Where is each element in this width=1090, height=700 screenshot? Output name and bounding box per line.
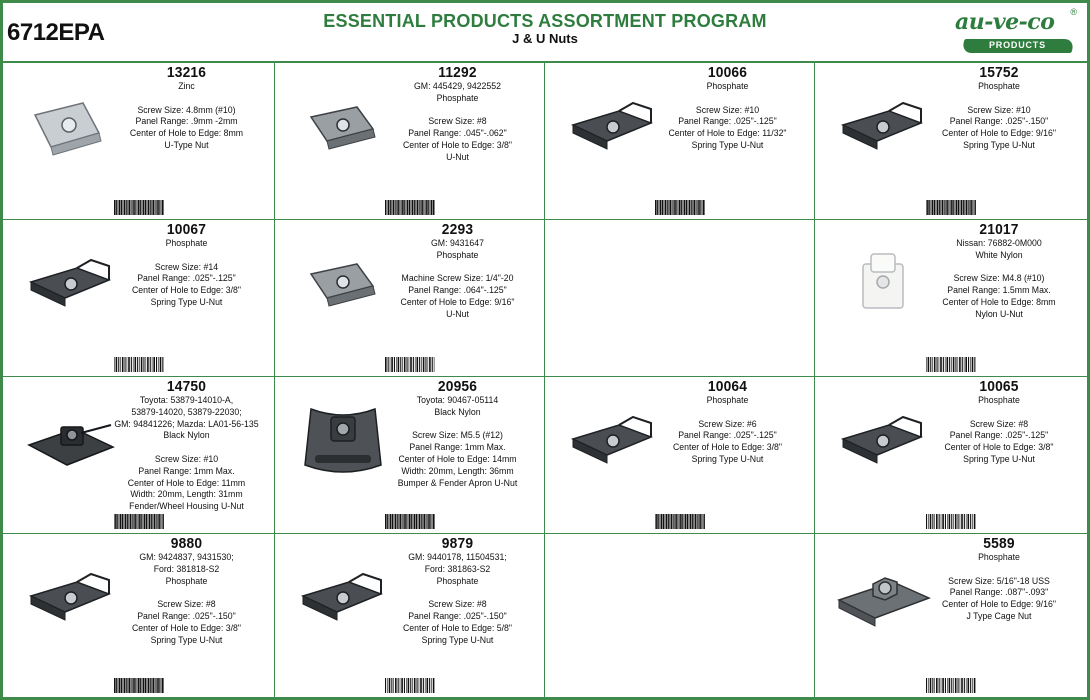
part-description: Phosphate xyxy=(706,81,749,92)
part-description: GM: 9424837, 9431530; xyxy=(139,552,234,563)
part-cell xyxy=(815,220,1087,377)
spacer xyxy=(382,419,534,431)
empty-cell xyxy=(545,220,815,377)
part-spec: Panel Range: .025"-.125" xyxy=(678,430,777,442)
spacer xyxy=(652,407,804,419)
part-number: 5589 xyxy=(983,535,1015,552)
fender-u-nut-icon xyxy=(21,399,121,479)
part-spec: Center of Hole to Edge: 14mm xyxy=(398,453,517,465)
part-spec: Spring Type U-Nut xyxy=(150,634,223,646)
barcode xyxy=(385,678,435,693)
part-spec: Center of Hole to Edge: 3/8" xyxy=(944,442,1054,454)
part-number: 2293 xyxy=(441,221,474,238)
part-spec: Center of Hole to Edge: 9/16" xyxy=(942,128,1056,140)
spring-u-nut-icon xyxy=(833,85,933,165)
zinc-u-nut-icon xyxy=(21,85,121,165)
part-description: Black Nylon xyxy=(434,406,481,418)
barcode xyxy=(926,514,976,529)
spacer xyxy=(922,564,1077,576)
spacer xyxy=(922,262,1077,274)
part-info xyxy=(652,65,804,152)
part-spec: Center of Hole to Edge: 5/8" xyxy=(402,622,513,634)
part-cell xyxy=(815,377,1087,534)
j-cage-nut-icon xyxy=(833,556,933,636)
spring-u-nut-icon xyxy=(833,399,933,479)
part-cell xyxy=(545,377,815,534)
part-spec: Screw Size: #8 xyxy=(969,418,1029,430)
part-description: GM: 445429, 9422552 xyxy=(414,81,501,92)
logo-wordmark: au-ve-co xyxy=(955,9,1055,35)
part-description: White Nylon xyxy=(975,249,1023,261)
part-spec: Center of Hole to Edge: 9/16" xyxy=(942,599,1056,611)
empty-cell xyxy=(545,534,815,697)
part-number: 13216 xyxy=(166,64,207,81)
part-spec: Panel Range: 1.5mm Max. xyxy=(947,285,1051,297)
nylon-u-nut-icon xyxy=(833,242,933,322)
part-spec: Panel Range: .025"-.125" xyxy=(678,116,777,128)
part-description: Black Nylon xyxy=(163,430,210,442)
spring-u-nut-icon xyxy=(563,399,663,479)
part-cell xyxy=(275,63,545,220)
part-spec: Panel Range: .025"-.150" xyxy=(408,610,507,622)
part-info xyxy=(922,222,1077,321)
part-spec: Center of Hole to Edge: 3/8" xyxy=(402,139,513,151)
part-spec: Screw Size: #8 xyxy=(428,116,487,128)
part-number: 10064 xyxy=(707,378,748,395)
u-nut-icon xyxy=(293,242,393,322)
part-description: Phosphate xyxy=(436,575,479,587)
part-number: 10065 xyxy=(979,378,1019,395)
part-description: Phosphate xyxy=(165,575,208,587)
part-spec: Center of Hole to Edge: 3/8" xyxy=(131,622,242,634)
bumper-u-nut-icon xyxy=(293,399,393,479)
barcode xyxy=(655,514,705,529)
part-cell xyxy=(545,63,815,220)
part-info xyxy=(922,536,1077,623)
part-description: Phosphate xyxy=(436,249,479,261)
part-spec: Screw Size: #6 xyxy=(698,418,757,430)
spacer xyxy=(382,262,534,274)
part-description: Phosphate xyxy=(165,238,208,249)
spring-u-nut-icon xyxy=(21,242,121,322)
part-number: 9879 xyxy=(441,535,474,552)
part-cell xyxy=(3,377,275,534)
part-spec: Panel Range: 1mm Max. xyxy=(138,465,235,477)
spacer xyxy=(110,442,264,454)
part-spec: Screw Size: M5.5 (#12) xyxy=(412,430,503,442)
part-info xyxy=(382,379,534,489)
barcode xyxy=(926,678,976,693)
part-spec: Width: 20mm, Length: 31mm xyxy=(130,489,243,501)
part-spec: U-Type Nut xyxy=(164,139,209,151)
u-nut-icon xyxy=(293,85,393,165)
part-number: 14750 xyxy=(166,378,207,395)
part-spec: Screw Size: #8 xyxy=(428,599,487,611)
part-spec: Center of Hole to Edge: 9/16" xyxy=(400,296,515,308)
part-spec: Panel Range: .025"-.150" xyxy=(949,116,1049,128)
barcode xyxy=(926,357,976,372)
part-info xyxy=(652,379,804,466)
part-spec: Fender/Wheel Housing U-Nut xyxy=(129,501,244,513)
part-cell xyxy=(3,63,275,220)
program-title: ESSENTIAL PRODUCTS ASSORTMENT PROGRAM xyxy=(323,11,767,31)
header xyxy=(3,3,1087,63)
part-spec: Spring Type U-Nut xyxy=(150,296,223,308)
part-spec: Spring Type U-Nut xyxy=(963,453,1035,465)
part-description: Ford: 381818-S2 xyxy=(153,563,220,575)
part-description: Toyota: 53879-14010-A, xyxy=(139,395,234,406)
spacer xyxy=(652,93,804,105)
part-spec: Screw Size: 4.8mm (#10) xyxy=(137,104,236,116)
barcode xyxy=(385,200,435,215)
logo-bar-text: PRODUCTS xyxy=(989,40,1046,50)
spacer xyxy=(922,93,1077,105)
parts-grid xyxy=(3,63,1087,697)
part-number: 21017 xyxy=(979,221,1019,238)
part-description: GM: 9440178, 11504531; xyxy=(408,552,507,563)
spacer xyxy=(382,105,534,117)
part-spec: Center of Hole to Edge: 11mm xyxy=(127,477,246,489)
part-spec: Panel Range: 1mm Max. xyxy=(409,442,506,454)
part-description: GM: 94841226; Mazda: LA01-56-135 xyxy=(114,418,259,430)
part-spec: Center of Hole to Edge: 8mm xyxy=(942,296,1056,308)
part-spec: U-Nut xyxy=(446,308,469,320)
part-number: 20956 xyxy=(437,378,478,395)
part-spec: U-Nut xyxy=(446,151,469,163)
part-spec: Screw Size: #10 xyxy=(967,104,1031,116)
part-cell xyxy=(3,220,275,377)
part-info xyxy=(382,536,534,646)
part-cell xyxy=(815,534,1087,697)
part-number: 10067 xyxy=(166,221,207,238)
barcode xyxy=(385,514,435,529)
part-description: Nissan: 76882-0M000 xyxy=(956,238,1042,249)
part-spec: Panel Range: .025"-.150" xyxy=(137,610,236,622)
part-info xyxy=(110,536,264,646)
part-spec: Spring Type U-Nut xyxy=(691,453,764,465)
part-spec: Screw Size: #10 xyxy=(695,104,760,116)
part-info xyxy=(110,379,264,513)
auveco-logo xyxy=(949,7,1079,57)
part-spec: Panel Range: .9mm -2mm xyxy=(135,116,238,128)
part-cell xyxy=(3,534,275,697)
part-spec: Center of Hole to Edge: 3/8" xyxy=(672,442,783,454)
part-spec: Spring Type U-Nut xyxy=(691,139,764,151)
spring-u-nut-icon xyxy=(21,556,121,636)
spacer xyxy=(922,407,1077,419)
part-cell xyxy=(275,377,545,534)
part-number: 9880 xyxy=(170,535,203,552)
part-spec: J Type Cage Nut xyxy=(966,610,1032,622)
barcode xyxy=(114,514,164,529)
part-description: Phosphate xyxy=(706,395,749,406)
barcode xyxy=(114,200,164,215)
part-spec: Screw Size: #14 xyxy=(154,261,219,273)
part-spec: Machine Screw Size: 1/4"-20 xyxy=(401,273,514,285)
part-info xyxy=(110,222,264,309)
barcode xyxy=(655,200,705,215)
part-spec: Screw Size: 5/16"-18 USS xyxy=(948,575,1050,587)
part-spec: Spring Type U-Nut xyxy=(963,139,1035,151)
spacer xyxy=(110,587,264,599)
part-description: 53879-14020, 53879-22030; xyxy=(131,406,242,418)
part-spec: Center of Hole to Edge: 3/8" xyxy=(131,285,242,297)
barcode xyxy=(114,357,164,372)
part-info xyxy=(382,65,534,164)
kit-id: 6712EPA xyxy=(7,19,105,46)
part-spec: Panel Range: .025"-.125" xyxy=(949,430,1049,442)
spring-u-nut-icon xyxy=(293,556,393,636)
barcode xyxy=(926,200,976,215)
part-spec: Bumper & Fender Apron U-Nut xyxy=(397,477,518,489)
part-spec: Screw Size: #10 xyxy=(154,453,219,465)
spacer xyxy=(382,587,534,599)
part-spec: Screw Size: M4.8 (#10) xyxy=(953,273,1045,285)
part-spec: Panel Range: .045"-.062" xyxy=(408,128,507,140)
part-description: Phosphate xyxy=(978,552,1020,563)
part-description: Ford: 381863-S2 xyxy=(424,563,491,575)
spacer xyxy=(110,93,264,105)
part-info xyxy=(922,379,1077,466)
part-spec: Screw Size: #8 xyxy=(157,599,216,611)
part-info xyxy=(382,222,534,321)
part-spec: Panel Range: .064"-.125" xyxy=(408,285,507,297)
part-number: 11292 xyxy=(438,64,477,81)
part-number: 10066 xyxy=(707,64,748,81)
part-description: Phosphate xyxy=(978,395,1020,406)
part-info xyxy=(922,65,1077,152)
program-subtitle: J & U Nuts xyxy=(512,31,578,46)
spacer xyxy=(110,250,264,262)
part-description: Phosphate xyxy=(978,81,1020,92)
part-description: Zinc xyxy=(178,81,195,92)
barcode xyxy=(385,357,435,372)
part-cell xyxy=(275,534,545,697)
part-spec: Width: 20mm, Length: 36mm xyxy=(401,465,514,477)
part-description: Toyota: 90467-05114 xyxy=(416,395,499,406)
part-spec: Nylon U-Nut xyxy=(975,308,1023,320)
part-info xyxy=(110,65,264,152)
part-cell xyxy=(815,63,1087,220)
part-spec: Spring Type U-Nut xyxy=(421,634,494,646)
part-number: 15752 xyxy=(979,64,1019,81)
registered-mark: ® xyxy=(1070,7,1077,17)
part-description: Phosphate xyxy=(436,92,479,104)
part-description: GM: 9431647 xyxy=(431,238,484,249)
part-spec: Panel Range: .025"-.125" xyxy=(137,273,236,285)
part-spec: Center of Hole to Edge: 11/32" xyxy=(668,128,787,140)
spring-u-nut-icon xyxy=(563,85,663,165)
barcode xyxy=(114,678,164,693)
part-spec: Center of Hole to Edge: 8mm xyxy=(129,128,244,140)
part-cell xyxy=(275,220,545,377)
part-spec: Panel Range: .087"-.093" xyxy=(949,587,1049,599)
